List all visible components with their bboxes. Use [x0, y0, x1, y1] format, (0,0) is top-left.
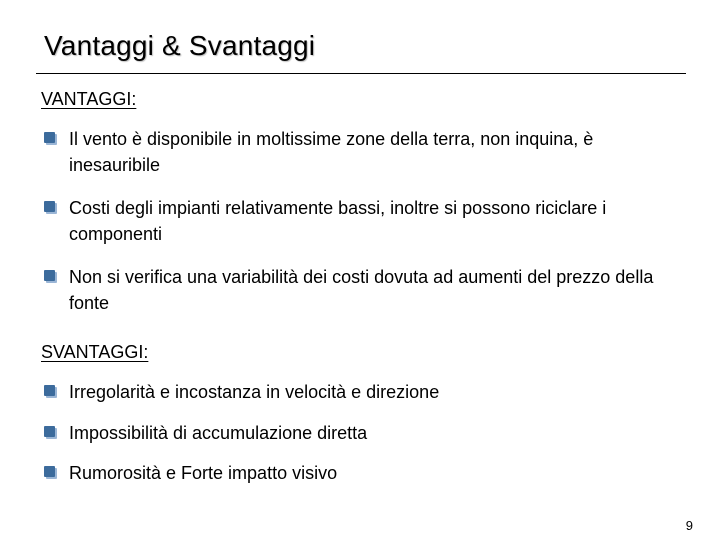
square-bullet-icon [44, 385, 55, 396]
square-bullet-icon [44, 466, 55, 477]
title-divider [36, 73, 686, 74]
list-item [44, 264, 674, 316]
square-bullet-icon [44, 426, 55, 437]
bullet-text: Non si verifica una variabilità dei costi dovuta ad aumenti del prezzo della fonte [69, 267, 654, 313]
list-item [44, 460, 674, 486]
page-title: Vantaggi & Svantaggi [44, 30, 316, 61]
bullet-text: Il vento è disponibile in moltissime zone della terra, non inquina, è inesauribile [69, 129, 594, 175]
list-item [44, 195, 674, 247]
vantaggi-heading: VANTAGGI: [41, 89, 137, 109]
list-item [44, 379, 674, 405]
square-bullet-icon [44, 201, 55, 212]
bullet-text: Rumorosità e Forte impatto visivo [69, 463, 338, 483]
bullet-text: Irregolarità e incostanza in velocità e direzione [69, 382, 440, 402]
square-bullet-icon [44, 132, 55, 143]
bullet-text: Costi degli impianti relativamente bassi, inoltre si possono riciclare i componenti [69, 198, 607, 244]
list-item [44, 126, 674, 178]
square-bullet-icon [44, 270, 55, 281]
page-number: 9 [685, 518, 693, 533]
bullet-text: Impossibilità di accumulazione diretta [69, 423, 368, 443]
svantaggi-heading: SVANTAGGI: [41, 342, 149, 362]
list-item [44, 420, 674, 446]
